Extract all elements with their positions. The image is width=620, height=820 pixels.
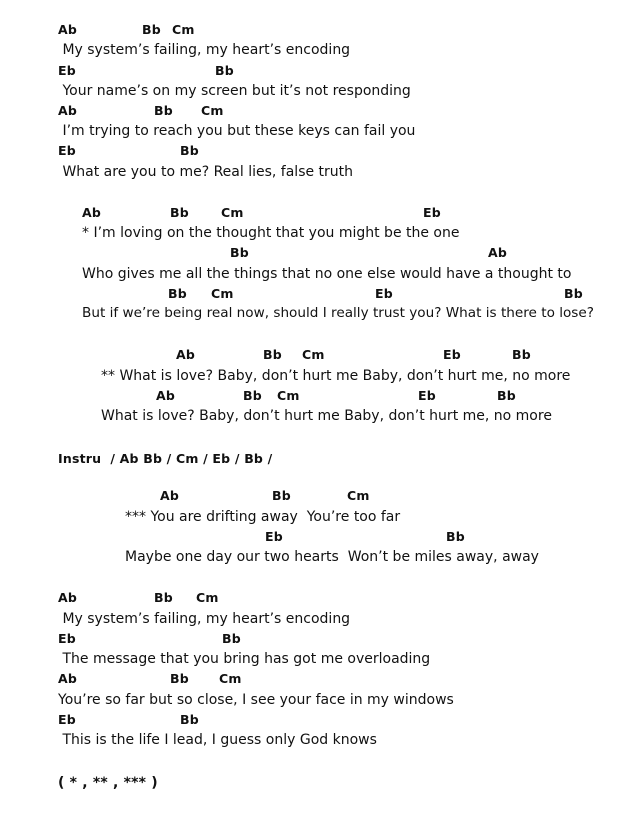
lyric-line: But if we’re being real now, should I really trust you? What is there to lose? bbox=[82, 305, 594, 321]
chord: Eb bbox=[58, 631, 76, 646]
lyric-line: What are you to me? Real lies, false truth bbox=[58, 164, 354, 180]
chord: Eb bbox=[58, 712, 76, 727]
chord: Cm bbox=[221, 205, 244, 220]
chord: Bb bbox=[154, 590, 173, 605]
chord: Ab bbox=[160, 488, 180, 503]
chord: Ab bbox=[82, 205, 102, 220]
chord: Ab bbox=[488, 245, 508, 260]
chord: Bb bbox=[142, 22, 161, 37]
lyric-line: My system’s failing, my heart’s encoding bbox=[58, 42, 351, 58]
chord: Bb bbox=[497, 388, 516, 403]
chord: Cm bbox=[219, 671, 242, 686]
chord: Bb bbox=[263, 347, 282, 362]
chord: Eb bbox=[443, 347, 461, 362]
chord: Eb bbox=[423, 205, 441, 220]
chord: Eb bbox=[375, 286, 393, 301]
chord: Ab bbox=[58, 671, 78, 686]
lyric-line: This is the life I lead, I guess only God knows bbox=[58, 732, 377, 748]
chord: Ab bbox=[176, 347, 196, 362]
chord: Bb bbox=[180, 712, 199, 727]
instrumental-line: Instru / Ab Bb / Cm / Eb / Bb / bbox=[58, 451, 273, 466]
lyric-line: * I’m loving on the thought that you might be the one bbox=[82, 225, 460, 241]
chord: Eb bbox=[265, 529, 283, 544]
chord: Cm bbox=[201, 103, 224, 118]
lyric-line: I’m trying to reach you but these keys can fail you bbox=[58, 123, 416, 139]
lyric-line: My system’s failing, my heart’s encoding bbox=[58, 611, 351, 627]
lyric-line: *** You are drifting away You’re too far bbox=[125, 509, 401, 525]
lyric-line: Maybe one day our two hearts Won’t be miles away, away bbox=[125, 549, 539, 565]
chord: Cm bbox=[347, 488, 370, 503]
lyric-line: ** What is love? Baby, don’t hurt me Baby, don’t hurt me, no more bbox=[101, 368, 571, 384]
chord: Bb bbox=[180, 143, 199, 158]
chord: Bb bbox=[154, 103, 173, 118]
chord: Bb bbox=[512, 347, 531, 362]
chord: Ab bbox=[58, 103, 78, 118]
lyric-line: Who gives me all the things that no one else would have a thought to bbox=[82, 266, 572, 282]
chord: Ab bbox=[58, 22, 78, 37]
chord: Eb bbox=[418, 388, 436, 403]
chord: Bb bbox=[230, 245, 249, 260]
chord: Bb bbox=[243, 388, 262, 403]
chord: Cm bbox=[172, 22, 195, 37]
chord: Cm bbox=[302, 347, 325, 362]
lyric-line: Your name’s on my screen but it’s not responding bbox=[58, 83, 411, 99]
chord: Eb bbox=[58, 143, 76, 158]
chord: Bb bbox=[215, 63, 234, 78]
chord: Ab bbox=[58, 590, 78, 605]
chord: Bb bbox=[222, 631, 241, 646]
chord: Bb bbox=[564, 286, 583, 301]
chord: Bb bbox=[170, 205, 189, 220]
chord: Bb bbox=[272, 488, 291, 503]
lyric-line: You’re so far but so close, I see your face in my windows bbox=[58, 692, 454, 708]
lyric-line: The message that you bring has got me overloading bbox=[58, 651, 431, 667]
lyric-line: What is love? Baby, don’t hurt me Baby, don’t hurt me, no more bbox=[101, 408, 552, 424]
section-reference: ( * , ** , *** ) bbox=[58, 775, 158, 791]
chord: Bb bbox=[170, 671, 189, 686]
chord: Eb bbox=[58, 63, 76, 78]
chord: Ab bbox=[156, 388, 176, 403]
chord: Cm bbox=[211, 286, 234, 301]
chord: Bb bbox=[446, 529, 465, 544]
chord: Bb bbox=[168, 286, 187, 301]
chord: Cm bbox=[277, 388, 300, 403]
chord: Cm bbox=[196, 590, 219, 605]
